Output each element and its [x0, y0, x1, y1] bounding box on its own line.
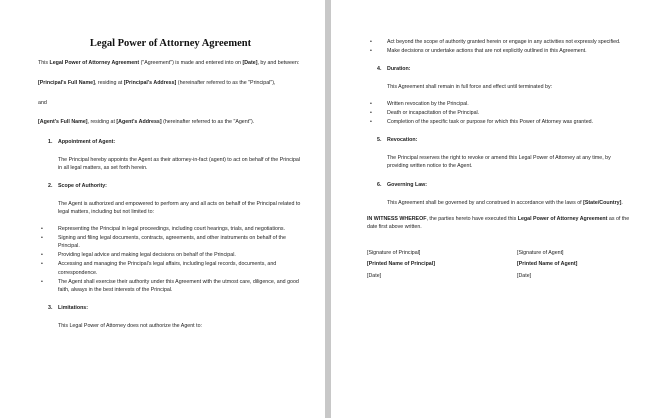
principal-paragraph: [Principal's Full Name], residing at [Principal's Address] (hereinafter referred to as the "Principal"), [38, 80, 276, 87]
agent-date: [Date] [517, 272, 532, 279]
duration-bullet-list [367, 100, 632, 127]
agent-printed-name: [Printed Name of Agent] [517, 261, 578, 268]
section-heading-duration: 4. Duration: [377, 66, 411, 73]
document-page-right [331, 0, 652, 418]
principal-printed-name: [Printed Name of Principal] [367, 261, 435, 268]
section-heading-governing-law: 6. Governing Law: [377, 181, 428, 188]
list-item: • Act beyond the scope of authority granted herein or engage in any activities not expressly specified. [367, 38, 632, 46]
signature-block [367, 249, 632, 280]
agent-signature: [Signature of Agent] [517, 250, 564, 257]
section-heading-appointment: 1. Appointment of Agent: [48, 138, 116, 145]
printed-name-row [367, 260, 632, 268]
section-text-limitations: This Legal Power of Attorney does not authorize the Agent to: [58, 323, 202, 330]
section-heading-limitations: 3. Limitations: [48, 305, 89, 312]
list-item: • Signing and filing legal documents, contracts, agreements, and other instruments on behalf of the Principal. [38, 234, 303, 250]
principal-date: [Date] [367, 272, 382, 279]
intro-paragraph: This Legal Power of Attorney Agreement ("Agreement") is made and entered into on [Date], by and between: [38, 60, 300, 66]
signature-row [367, 249, 632, 257]
section-heading-revocation: 5. Revocation: [377, 137, 418, 144]
section-text-duration: This Agreement shall remain in full force and effect until terminated by: [387, 84, 553, 91]
section-text-appointment: The Principal hereby appoints the Agent as their attorney-in-fact (agent) to act on behalf of the Principal in all legal matters, as set forth herein. [58, 156, 301, 172]
agent-paragraph: [Agent's Full Name], residing at [Agent's Address] (hereinafter referred to as the "Agent"). [38, 118, 255, 125]
list-item: • Written revocation by the Principal. [367, 100, 632, 108]
list-item: • Providing legal advice and making legal decisions on behalf of the Principal. [38, 251, 303, 259]
list-item: • The Agent shall exercise their authority under this Agreement with the utmost care, diligence, and good faith, always in the best interests of the Principal. [38, 278, 303, 294]
witness-paragraph: IN WITNESS WHEREOF, the parties hereto have executed this Legal Power of Attorney Agreement as of the date first above written. [367, 215, 630, 231]
list-item: • Completion of the specific task or purpose for which this Power of Attorney was granted. [367, 118, 632, 126]
document-title: Legal Power of Attorney Agreement [89, 38, 252, 49]
limitations-bullet-list [367, 38, 632, 55]
and-text: and [38, 100, 47, 107]
document-page-left [0, 0, 325, 418]
principal-signature: [Signature of Principal] [367, 250, 421, 257]
section-heading-scope: 2. Scope of Authority: [48, 183, 107, 190]
section-text-governing-law: This Agreement shall be governed by and construed in accordance with the laws of [State/Country]. [387, 199, 623, 206]
date-row [367, 272, 632, 280]
list-item: • Death or incapacitation of the Principal. [367, 109, 632, 117]
list-item: • Representing the Principal in legal proceedings, including court hearings, trials, and negotiations. [38, 225, 303, 233]
scope-bullet-list [38, 225, 303, 295]
list-item: • Accessing and managing the Principal's legal affairs, including legal records, documents, and correspondence. [38, 260, 303, 276]
list-item: • Make decisions or undertake actions that are not explicitly outlined in this Agreement. [367, 47, 632, 55]
section-text-revocation: The Principal reserves the right to revoke or amend this Legal Power of Attorney at any time, by providing written notice to the Agent. [387, 155, 611, 170]
section-text-scope: The Agent is authorized and empowered to perform any and all acts on behalf of the Principal related to legal matters, including but not limited to: [58, 201, 301, 216]
